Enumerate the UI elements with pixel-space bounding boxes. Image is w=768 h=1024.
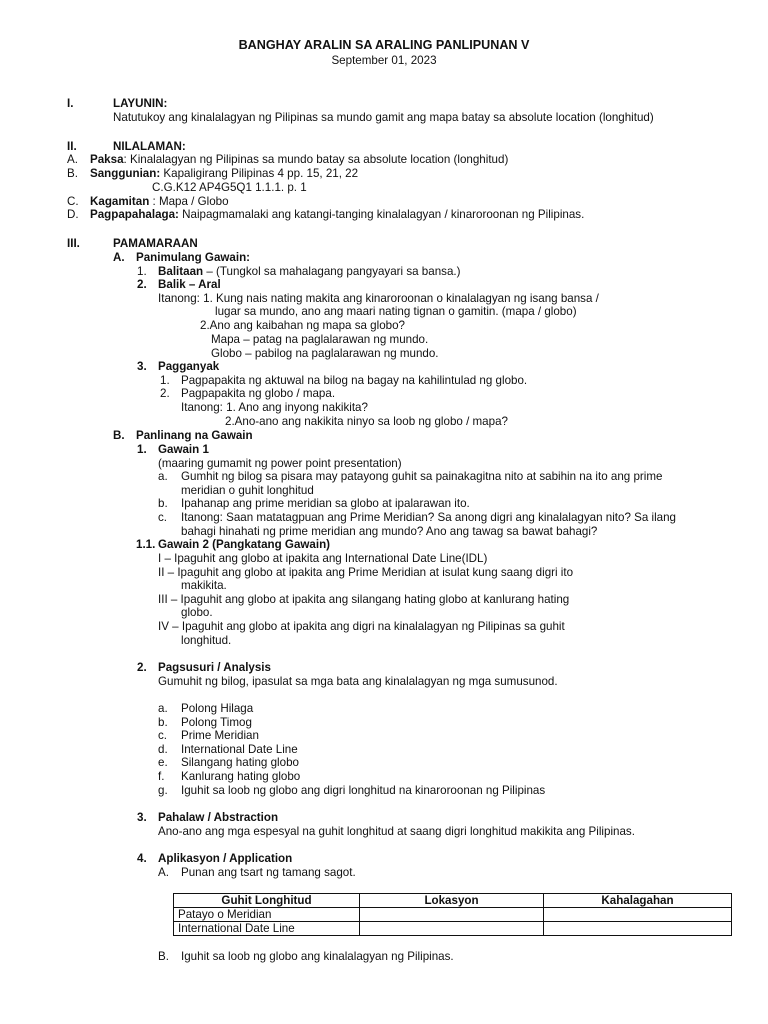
gawain-1-b: Ipahanap ang prime meridian sa globo at ipalarawan ito. bbox=[181, 497, 470, 510]
table-header-row bbox=[174, 894, 732, 908]
pagsusuri-item-e-letter: e. bbox=[158, 756, 168, 769]
pagganyak-question-1: Itanong: 1. Ano ang inyong nakikita? bbox=[181, 401, 368, 414]
aplikasyon-a-text: Punan ang tsart ng tamang sagot. bbox=[181, 866, 356, 879]
pagsusuri-item-a-letter: a. bbox=[158, 702, 168, 715]
pagsusuri-number: 2. bbox=[137, 661, 147, 674]
pagpapahalaga-text: Naipagmamalaki ang katangi-tanging kinalalagyan / kinaroroonan ng Pilipinas. bbox=[178, 208, 585, 221]
pagsusuri-text: Gumuhit ng bilog, ipasulat sa mga bata ang kinalalagyan ng mga sumusunod. bbox=[158, 675, 558, 688]
table-row bbox=[174, 922, 732, 936]
aplikasyon-a-letter: A. bbox=[158, 866, 169, 879]
table-header-lokasyon: Lokasyon bbox=[360, 894, 544, 908]
table-header-guhit-longhitud: Guhit Longhitud bbox=[174, 894, 360, 908]
balik-aral-label: Balik – Aral bbox=[158, 278, 221, 291]
pagsusuri-label: Pagsusuri / Analysis bbox=[158, 661, 271, 674]
section-2-number: II. bbox=[67, 140, 77, 153]
pagsusuri-item-c: Prime Meridian bbox=[181, 729, 259, 742]
gawain-2-label: Gawain 2 (Pangkatang Gawain) bbox=[158, 538, 331, 551]
gawain-1-label: Gawain 1 bbox=[158, 443, 209, 456]
gawain-1-c-letter: c. bbox=[158, 511, 168, 524]
document-title: BANGHAY ARALIN SA ARALING PANLIPUNAN V bbox=[238, 38, 530, 52]
nilalaman-paksa bbox=[90, 153, 508, 167]
nilalaman-d-letter: D. bbox=[67, 208, 79, 221]
paksa-label: Paksa bbox=[90, 153, 124, 166]
gawain-1-a-line-2: meridian o guhit longhitud bbox=[181, 484, 314, 497]
pagsusuri-item-d-letter: d. bbox=[158, 743, 168, 756]
pagganyak-item-2-number: 2. bbox=[160, 387, 170, 400]
gawain-2-group-4-line-1: IV – Ipaguhit ang globo at ipakita ang digri na kinalalagyan ng Pilipinas sa guhit bbox=[158, 620, 565, 633]
pagsusuri-item-g: Iguhit sa loob ng globo ang digri longhitud na kinaroroonan ng Pilipinas bbox=[181, 784, 546, 797]
section-3-title: PAMAMARAAN bbox=[113, 237, 198, 250]
gawain-1-number: 1. bbox=[137, 443, 147, 456]
section-1-number: I. bbox=[67, 97, 74, 110]
gawain-1-a-line-1: Gumhit ng bilog sa pisara may patayong guhit sa painakagitna nito at sabihin na ito ang prime bbox=[181, 470, 663, 483]
pagganyak-question-2: 2.Ano-ano ang nakikita ninyo sa loob ng globo / mapa? bbox=[225, 415, 508, 428]
sanggunian-text: Kapaligirang Pilipinas 4 pp. 15, 21, 22 bbox=[160, 167, 359, 180]
aplikasyon-b-letter: B. bbox=[158, 950, 169, 963]
gawain-2-number: 1.1. bbox=[136, 538, 156, 551]
panimulang-title: Panimulang Gawain: bbox=[136, 251, 251, 264]
balik-aral-line-4: Mapa – patag na paglalarawan ng mundo. bbox=[211, 333, 429, 346]
table-cell-lokasyon[interactable] bbox=[360, 908, 544, 922]
pagsusuri-item-b: Polong Timog bbox=[181, 716, 252, 729]
gawain-1-b-letter: b. bbox=[158, 497, 168, 510]
gawain-1-note: (maaring gumamit ng power point presentation) bbox=[158, 457, 402, 470]
aplikasyon-b-text: Iguhit sa loob ng globo ang kinalalagyan ng Pilipinas. bbox=[181, 950, 454, 963]
balitaan-label: Balitaan bbox=[158, 265, 204, 278]
panlinang-letter: B. bbox=[113, 429, 125, 442]
table-cell-lokasyon[interactable] bbox=[360, 922, 544, 936]
section-3-number: III. bbox=[67, 237, 80, 250]
gawain-2-group-2-line-1: II – Ipaguhit ang globo at ipakita ang Prime Meridian at isulat kung saang digri ito bbox=[158, 566, 574, 579]
longhitud-chart-table bbox=[173, 893, 732, 936]
pagganyak-label: Pagganyak bbox=[158, 360, 220, 373]
table-cell-guhit: Patayo o Meridian bbox=[174, 908, 360, 922]
sanggunian-code: C.G.K12 AP4G5Q1 1.1.1. p. 1 bbox=[152, 181, 307, 194]
sanggunian-label: Sanggunian: bbox=[90, 167, 161, 180]
pagganyak-item-1: Pagpapakita ng aktuwal na bilog na bagay na kahilintulad ng globo. bbox=[181, 374, 528, 387]
nilalaman-b-letter: B. bbox=[67, 167, 78, 180]
balitaan-text: – (Tungkol sa mahalagang pangyayari sa bansa.) bbox=[203, 265, 461, 278]
balik-aral-line-2: lugar sa mundo, ano ang maari nating tignan o gamitin. (mapa / globo) bbox=[215, 305, 577, 318]
section-2-title: NILALAMAN: bbox=[113, 140, 186, 153]
gawain-1-c-line-2: bahagi hinahati ng prime meridian ang mundo? Ano ang tawag sa bawat bahagi? bbox=[181, 525, 598, 538]
aplikasyon-label: Aplikasyon / Application bbox=[158, 852, 293, 865]
section-1-title: LAYUNIN: bbox=[113, 97, 168, 110]
table-cell-kahalagahan[interactable] bbox=[544, 908, 732, 922]
gawain-1-c-line-1: Itanong: Saan matatagpuan ang Prime Meridian? Sa anong digri ang kinalalagyan nito? Sa ilang bbox=[181, 511, 677, 524]
gawain-2-group-2-line-2: makikita. bbox=[181, 579, 227, 592]
nilalaman-c-letter: C. bbox=[67, 195, 79, 208]
panlinang-title: Panlinang na Gawain bbox=[136, 429, 253, 442]
gawain-2-group-1: I – Ipaguhit ang globo at ipakita ang International Date Line(IDL) bbox=[158, 552, 488, 565]
pagsusuri-item-f-letter: f. bbox=[158, 770, 165, 783]
balitaan-number: 1. bbox=[137, 265, 147, 278]
table-row bbox=[174, 908, 732, 922]
pagsusuri-item-f: Kanlurang hating globo bbox=[181, 770, 301, 783]
nilalaman-sanggunian bbox=[90, 167, 358, 181]
paksa-text: : Kinalalagyan ng Pilipinas sa mundo batay sa absolute location (longhitud) bbox=[123, 153, 509, 166]
pahalaw-text: Ano-ano ang mga espesyal na guhit longhitud at saang digri longhitud makikita ang Pilipinas. bbox=[158, 825, 635, 838]
balik-aral-number: 2. bbox=[137, 278, 147, 291]
pagganyak-item-1-number: 1. bbox=[160, 374, 170, 387]
pahalaw-label: Pahalaw / Abstraction bbox=[158, 811, 279, 824]
kagamitan-label: Kagamitan bbox=[90, 195, 150, 208]
pagganyak-item-2: Pagpapakita ng globo / mapa. bbox=[181, 387, 336, 400]
balik-aral-line-1: Itanong: 1. Kung nais nating makita ang kinaroroonan o kinalalagyan ng isang bansa / bbox=[158, 292, 599, 305]
pagsusuri-item-b-letter: b. bbox=[158, 716, 168, 729]
panimulang-letter: A. bbox=[113, 251, 125, 264]
pagsusuri-item-c-letter: c. bbox=[158, 729, 168, 742]
pagpapahalaga-label: Pagpapahalaga: bbox=[90, 208, 179, 221]
balik-aral-line-3: 2.Ano ang kaibahan ng mapa sa globo? bbox=[200, 319, 405, 332]
pagsusuri-item-g-letter: g. bbox=[158, 784, 168, 797]
gawain-1-a-letter: a. bbox=[158, 470, 168, 483]
table-cell-guhit: International Date Line bbox=[174, 922, 360, 936]
pahalaw-number: 3. bbox=[137, 811, 147, 824]
pagsusuri-item-a: Polong Hilaga bbox=[181, 702, 254, 715]
balitaan-item bbox=[158, 265, 460, 279]
pagsusuri-item-e: Silangang hating globo bbox=[181, 756, 299, 769]
table-cell-kahalagahan[interactable] bbox=[544, 922, 732, 936]
pagganyak-number: 3. bbox=[137, 360, 147, 373]
gawain-2-group-4-line-2: longhitud. bbox=[181, 634, 232, 647]
pagsusuri-item-d: International Date Line bbox=[181, 743, 298, 756]
aplikasyon-number: 4. bbox=[137, 852, 147, 865]
section-1-objective: Natutukoy ang kinalalagyan ng Pilipinas sa mundo gamit ang mapa batay sa absolute location (longhitud) bbox=[113, 111, 654, 124]
nilalaman-a-letter: A. bbox=[67, 153, 78, 166]
table-header-kahalagahan: Kahalagahan bbox=[544, 894, 732, 908]
balik-aral-line-5: Globo – pabilog na paglalarawan ng mundo. bbox=[211, 347, 439, 360]
nilalaman-kagamitan bbox=[90, 195, 229, 209]
gawain-2-group-3-line-2: globo. bbox=[181, 606, 213, 619]
kagamitan-text: : Mapa / Globo bbox=[149, 195, 229, 208]
nilalaman-pagpapahalaga bbox=[90, 208, 584, 222]
gawain-2-group-3-line-1: III – Ipaguhit ang globo at ipakita ang silangang hating globo at kanlurang hating bbox=[158, 593, 570, 606]
document-date: September 01, 2023 bbox=[331, 54, 437, 67]
